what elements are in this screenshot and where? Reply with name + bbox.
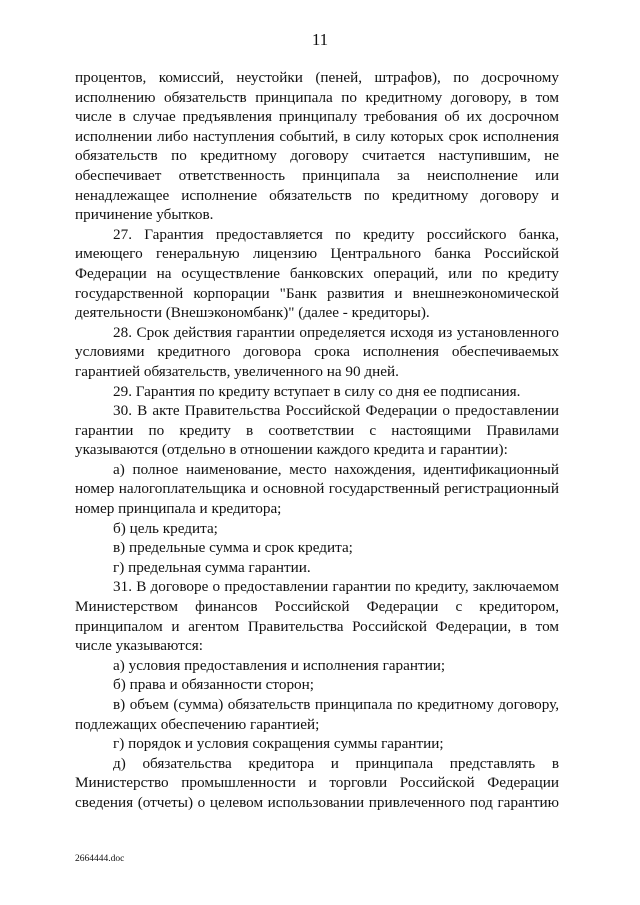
document-body: [75, 68, 559, 813]
paragraph-28: 28. Срок действия гарантии определяется исходя из установленного условиями кредитного договора срока исполнения обеспечиваемых гарантией обязательств, увеличенного на 90 дней.: [75, 323, 559, 380]
paragraph-30-item-g: г) предельная сумма гарантии.: [113, 558, 311, 576]
paragraph-31-item-a: а) условия предоставления и исполнения гарантии;: [113, 656, 446, 674]
footer-filename: 2664444.doc: [75, 854, 125, 864]
paragraph-continuation: процентов, комиссий, неустойки (пеней, штрафов), по досрочному исполнению обязательств принципала по кредитному договору, в том числе в случае предъявления принципалу требования об их досрочном исполнении либо наступления событий, в силу которых срок исполнения обязательств по кредитному договору считается наступившим, не обеспечивает ответственность принципала за неисполнение или ненадлежащее исполнение обязательств по кредитному договору и причинение убытков.: [75, 69, 559, 224]
page-number: 11: [311, 30, 329, 49]
paragraph-30-item-b: б) цель кредита;: [113, 519, 218, 537]
paragraph-30-item-v: в) предельные сумма и срок кредита;: [113, 539, 353, 557]
paragraph-30-item-a: а) полное наименование, место нахождения, идентификационный номер налогоплательщика и основной государственный регистрационный номер принципала и кредитора;: [75, 460, 559, 518]
paragraph-31: 31. В договоре о предоставлении гарантии по кредиту, заключаемом Министерством финансов Российской Федерации с кредитором, принципалом и агентом Правительства Российской Федерации, в том числе указываются:: [75, 578, 559, 655]
paragraph-29: 29. Гарантия по кредиту вступает в силу со дня ее подписания.: [113, 382, 521, 400]
paragraph-30: 30. В акте Правительства Российской Федерации о предоставлении гарантии по кредиту в соответствии с настоящими Правилами указываются (отдельно в отношении каждого кредита и гарантии):: [75, 402, 559, 459]
paragraph-27: 27. Гарантия предоставляется по кредиту российского банка, имеющего генеральную лицензию Центрального банка Российской Федерации на осуществление банковских операций, или по кредиту государственной корпорации "Банк развития и внешнеэкономической деятельности (Внешэкономбанк)" (далее - кредиторы).: [75, 225, 559, 322]
paragraph-31-item-g: г) порядок и условия сокращения суммы гарантии;: [113, 735, 444, 753]
paragraph-31-item-b: б) права и обязанности сторон;: [113, 676, 314, 694]
paragraph-31-item-v: в) объем (сумма) обязательств принципала по кредитному договору, подлежащих обеспечению гарантией;: [75, 696, 559, 733]
paragraph-31-item-d: д) обязательства кредитора и принципала представлять в Министерство промышленности и торговли Российской Федерации сведения (отчеты) о целевом использовании привлеченного под гарантию: [75, 754, 559, 811]
